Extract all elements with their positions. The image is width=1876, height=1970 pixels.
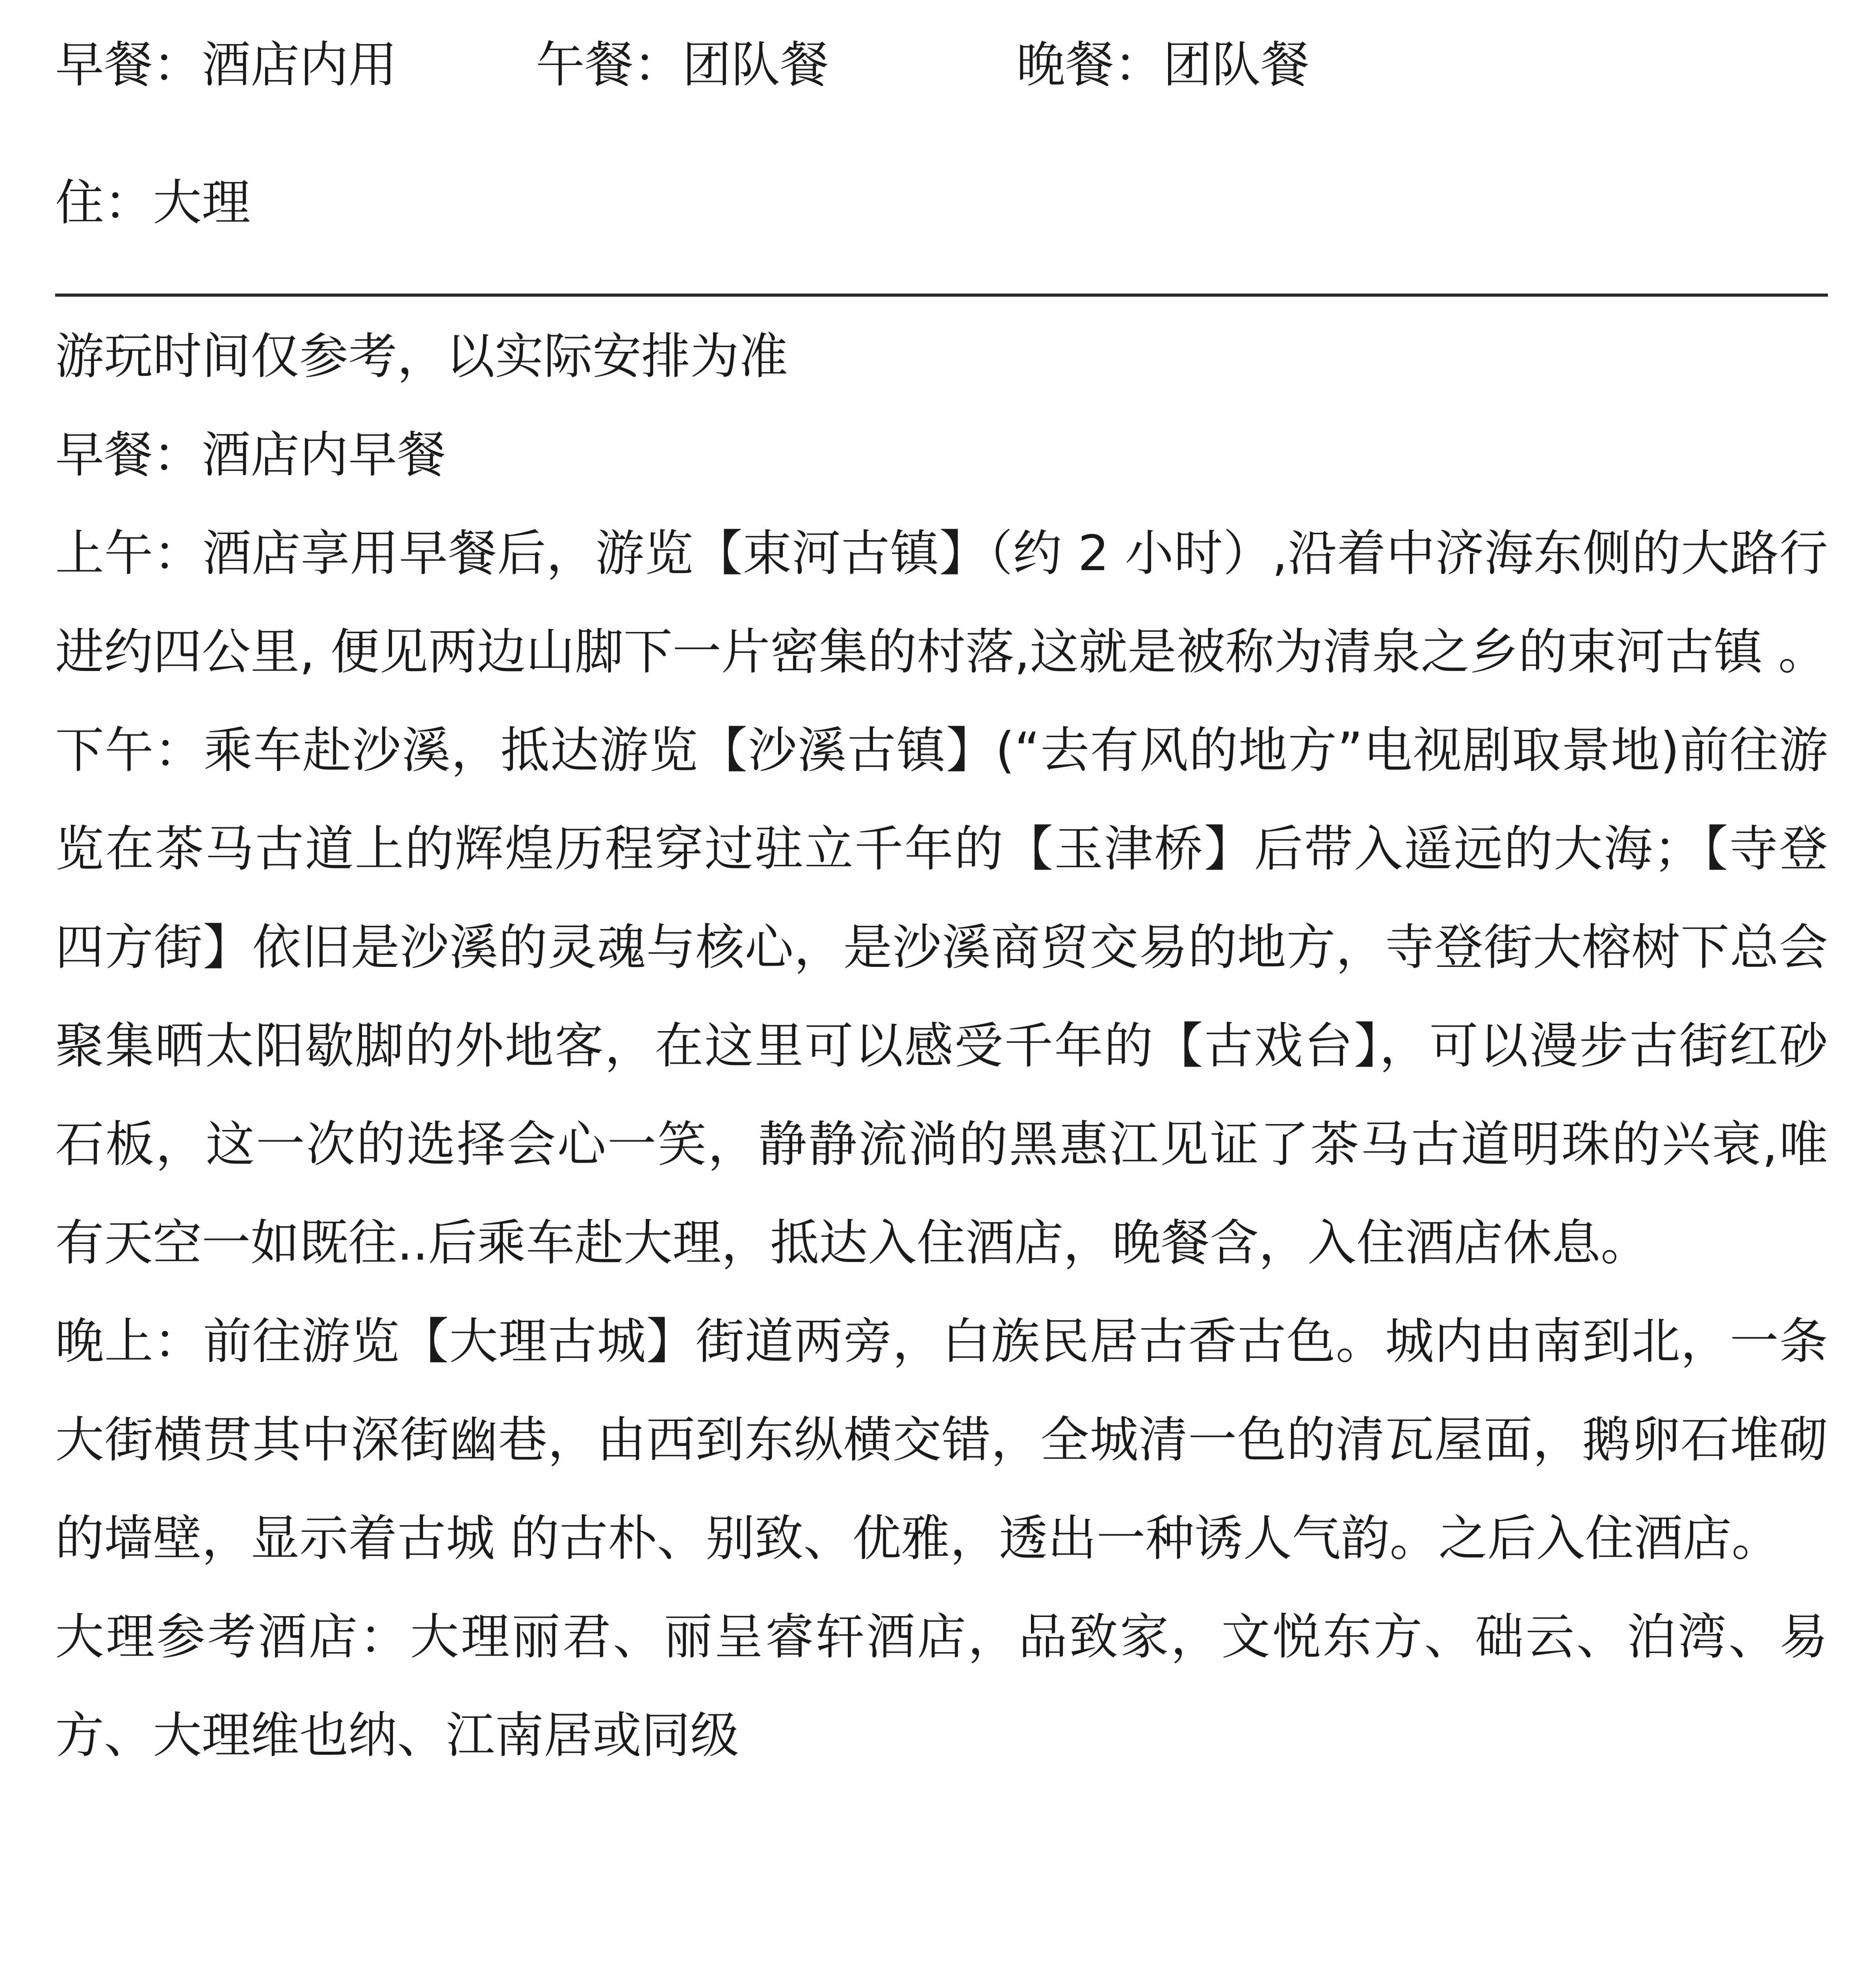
dinner-label: 晚餐：团队餐 <box>1016 37 1310 93</box>
hotel-list: 大理参考酒店：大理丽君、丽呈睿轩酒店，品致家，文悦东方、础云、泊湾、易方、大理维也纳、江南居或同级 <box>55 1609 1828 1764</box>
evening-paragraph: 晚上：前往游览【大理古城】街道两旁，白族民居古香古色。城内由南到北，一条大街横贯其中深街幽巷，由西到东纵横交错，全城清一色的清瓦屋面，鹅卵石堆砌的墙壁，显示着古城 的古朴、别致、优雅，透出一种诱人气韵。之后入住酒店。 <box>55 1313 1828 1567</box>
section-divider <box>55 294 1828 297</box>
stay-label: 住：大理 <box>55 175 251 231</box>
morning-paragraph: 上午：酒店享用早餐后，游览【束河古镇】（约 2 小时）,沿着中济海东侧的大路行进约四公里, 便见两边山脚下一片密集的村落,这就是被称为清泉之乡的束河古镇 。 <box>55 525 1828 680</box>
afternoon-paragraph: 下午：乘车赴沙溪，抵达游览【沙溪古镇】(“去有风的地方”电视剧取景地)前往游览在茶马古道上的辉煌历程穿过驻立千年的【玉津桥】后带入遥远的大海；【寺登四方街】依旧是沙溪的灵魂与核心，是沙溪商贸交易的地方，寺登街大榕树下总会聚集晒太阳歇脚的外地客，在这里可以感受千年的【古戏台】，可以漫步古街红砂石板，这一次的选择会心一笑，静静流淌的黑惠江见证了茶马古道明珠的兴衰,唯有天空一如既往..后乘车赴大理，抵达入住酒店，晚餐含，入住酒店休息。 <box>55 722 1828 1271</box>
time-note: 游玩时间仅参考，以实际安排为准 <box>55 328 788 385</box>
breakfast-note: 早餐：酒店内早餐 <box>55 427 446 483</box>
breakfast-label: 早餐：酒店内用 <box>55 37 397 93</box>
day-itinerary <box>55 307 1828 1785</box>
lunch-label: 午餐：团队餐 <box>536 37 829 93</box>
